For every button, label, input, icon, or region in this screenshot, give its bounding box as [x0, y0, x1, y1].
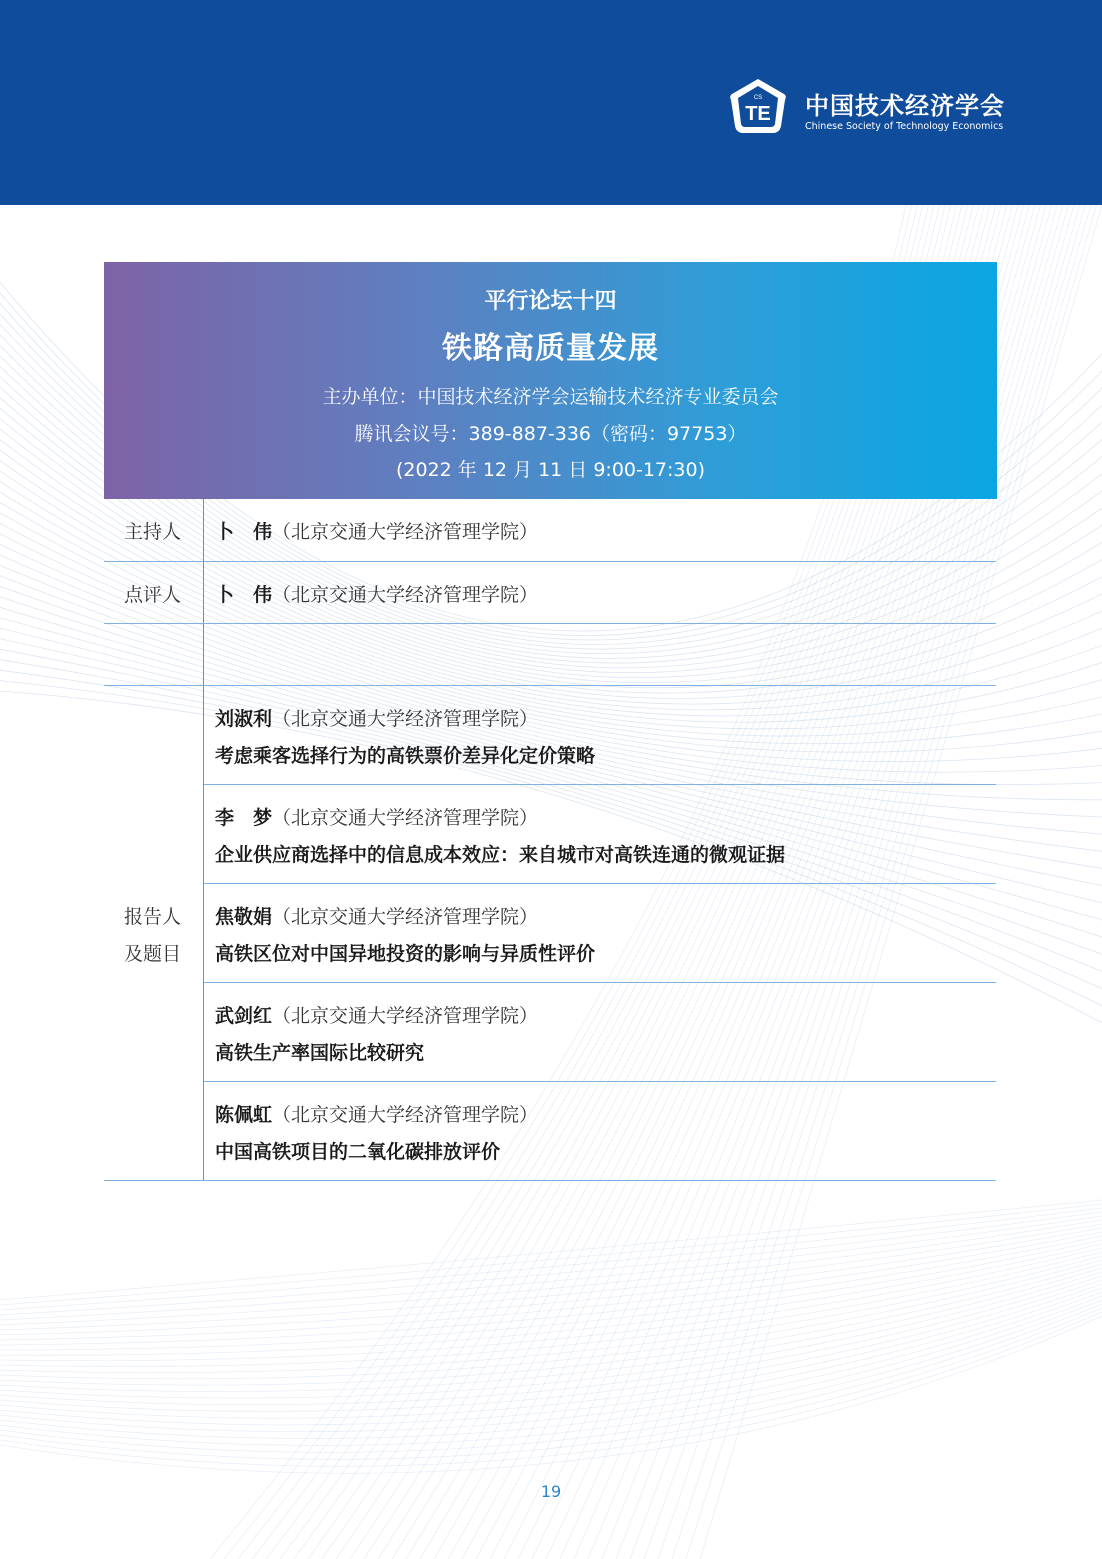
- row-divider: [204, 784, 996, 785]
- reporter-topic: 考虑乘客选择行为的高铁票价差异化定价策略: [215, 745, 596, 767]
- org-name-en: Chinese Society of Technology Economics: [805, 121, 1004, 132]
- row-divider: [104, 685, 996, 686]
- reporter-entry: [215, 803, 538, 830]
- reporter-topic: 高铁区位对中国异地投资的影响与异质性评价: [215, 943, 596, 965]
- row-divider: [104, 1180, 996, 1181]
- row-divider: [204, 1081, 996, 1082]
- forum-subtitle: 平行论坛十四: [484, 289, 617, 314]
- page-number: 19: [540, 1482, 562, 1501]
- reporter-name: 李 梦: [215, 807, 273, 829]
- reporter-name: 刘淑利: [215, 708, 273, 730]
- reporter-name: 焦敬娟: [215, 906, 273, 928]
- reporter-entry: [215, 704, 538, 731]
- commentator-entry: [215, 580, 538, 607]
- reporter-topic: 高铁生产率国际比较研究: [215, 1042, 425, 1064]
- reporter-affiliation: （北京交通大学经济管理学院）: [272, 807, 539, 829]
- host-entry: [215, 517, 538, 544]
- reporter-name: 武剑红: [215, 1005, 273, 1027]
- commentator-affiliation: （北京交通大学经济管理学院）: [272, 584, 539, 606]
- reporter-entry: [215, 902, 538, 929]
- time-line: (2022 年 12 月 11 日 9:00-17:30): [395, 459, 706, 481]
- reporter-affiliation: （北京交通大学经济管理学院）: [272, 708, 539, 730]
- reporter-name: 陈佩虹: [215, 1104, 273, 1126]
- logo-text: TE: [745, 103, 771, 125]
- host-label: 主持人: [124, 521, 182, 543]
- reporter-affiliation: （北京交通大学经济管理学院）: [272, 1104, 539, 1126]
- reporters-label-line2: 及题目: [124, 943, 182, 965]
- row-divider: [204, 982, 996, 983]
- column-divider: [203, 499, 204, 1181]
- reporter-topic: 企业供应商选择中的信息成本效应：来自城市对高铁连通的微观证据: [215, 844, 786, 866]
- commentator-label: 点评人: [124, 584, 182, 606]
- row-divider: [104, 623, 996, 624]
- organizer-line: 主办单位：中国技术经济学会运输技术经济专业委员会: [322, 386, 779, 408]
- row-divider: [104, 561, 996, 562]
- reporter-entry: [215, 1100, 538, 1127]
- reporter-entry: [215, 1001, 538, 1028]
- logo-small-text: CS: [753, 95, 763, 101]
- reporters-label-line1: 报告人: [124, 906, 182, 928]
- reporter-affiliation: （北京交通大学经济管理学院）: [272, 906, 539, 928]
- reporter-topic: 中国高铁项目的二氧化碳排放评价: [215, 1141, 501, 1163]
- meeting-line: 腾讯会议号：389-887-336（密码：97753）: [354, 423, 747, 445]
- host-name: 卜 伟: [215, 521, 273, 543]
- host-affiliation: （北京交通大学经济管理学院）: [272, 521, 539, 543]
- row-divider: [204, 883, 996, 884]
- org-name-cn: 中国技术经济学会: [805, 92, 1005, 120]
- forum-title: 铁路高质量发展: [442, 331, 659, 366]
- reporter-affiliation: （北京交通大学经济管理学院）: [272, 1005, 539, 1027]
- commentator-name: 卜 伟: [215, 584, 273, 606]
